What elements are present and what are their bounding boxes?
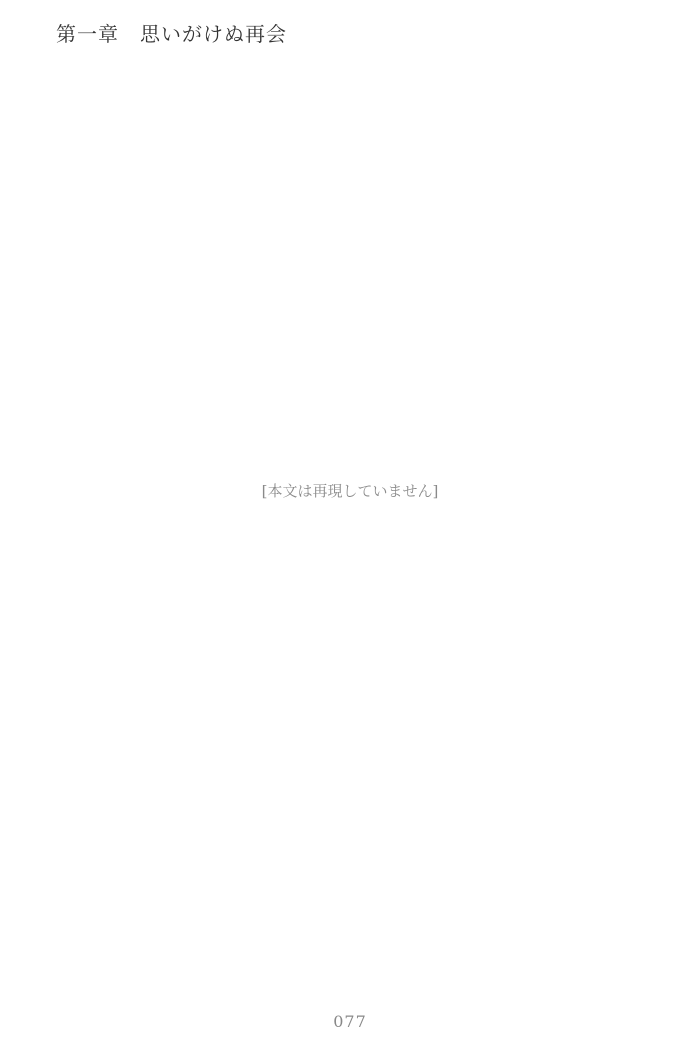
body-text-column-area <box>40 66 664 966</box>
withheld-note: [本文は再現していません] <box>261 482 439 500</box>
running-head: 第一章 思いがけぬ再会 <box>56 22 287 46</box>
page-number: 077 <box>333 1012 367 1031</box>
